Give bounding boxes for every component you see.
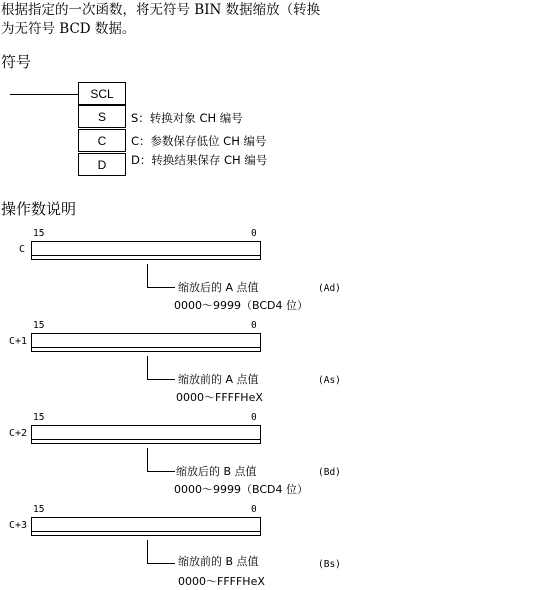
register-c3-desc: 缩放前的 B 点值 [178, 555, 259, 568]
symbol-heading: 符号 [1, 53, 32, 71]
register-c-msb: 15 [33, 228, 45, 239]
symbol-box-scl: SCL [78, 82, 126, 105]
register-c3-bar [31, 517, 261, 536]
register-c3-connector-v [147, 540, 148, 563]
symbol-desc-d: D：转换结果保存 CH 编号 [131, 153, 268, 167]
register-c2-tag: (Bd) [318, 467, 341, 478]
operand-heading: 操作数说明 [1, 200, 77, 218]
register-c-connector-h [147, 287, 175, 288]
register-c1-connector-v [147, 356, 148, 379]
register-c2-msb: 15 [33, 412, 45, 423]
register-c-tag: (Ad) [318, 283, 341, 294]
symbol-input-line [10, 94, 78, 95]
register-c-bar [31, 241, 261, 260]
register-c1-lsb: 0 [251, 320, 257, 331]
register-c2-desc: 缩放后的 B 点值 [176, 465, 257, 478]
register-c2-range: 0000～9999（BCD4 位） [174, 483, 308, 496]
register-c1-range: 0000～FFFFHeX [176, 391, 263, 404]
symbol-desc-s: S：转换对象 CH 编号 [131, 111, 243, 125]
symbol-desc-c: C：参数保存低位 CH 编号 [131, 134, 267, 148]
intro-paragraph [1, 1, 320, 39]
register-c-desc: 缩放后的 A 点值 [178, 281, 259, 294]
register-c2-connector-v [147, 448, 148, 471]
symbol-box-c: C [78, 129, 126, 152]
register-c-lsb: 0 [251, 228, 257, 239]
register-c1-connector-h [147, 379, 175, 380]
register-c1-label: C+1 [9, 336, 28, 347]
register-c2-bar [31, 425, 261, 444]
register-c3-connector-h [147, 563, 175, 564]
intro-line-1: 根据指定的一次函数，将无符号 BIN 数据缩放（转换 [1, 2, 321, 18]
register-c3-range: 0000～FFFFHeX [178, 575, 265, 588]
register-c3-tag: (Bs) [318, 559, 341, 570]
register-c-connector-v [147, 264, 148, 287]
register-c2-lsb: 0 [251, 412, 257, 423]
register-c2-connector-h [147, 471, 175, 472]
register-c1-tag: (As) [318, 375, 341, 386]
register-c1-bar [31, 333, 261, 352]
register-c3-msb: 15 [33, 504, 45, 515]
symbol-box-d: D [78, 153, 126, 176]
symbol-box-s: S [78, 105, 126, 128]
register-c2-label: C+2 [9, 428, 28, 439]
register-c-range: 0000～9999（BCD4 位） [174, 299, 308, 312]
intro-line-2: 为无符号 BCD 数据。 [1, 21, 136, 37]
register-c3-lsb: 0 [251, 504, 257, 515]
register-c-label: C [19, 244, 26, 255]
register-c1-msb: 15 [33, 320, 45, 331]
register-c3-label: C+3 [9, 520, 28, 531]
register-c1-desc: 缩放前的 A 点值 [178, 373, 259, 386]
